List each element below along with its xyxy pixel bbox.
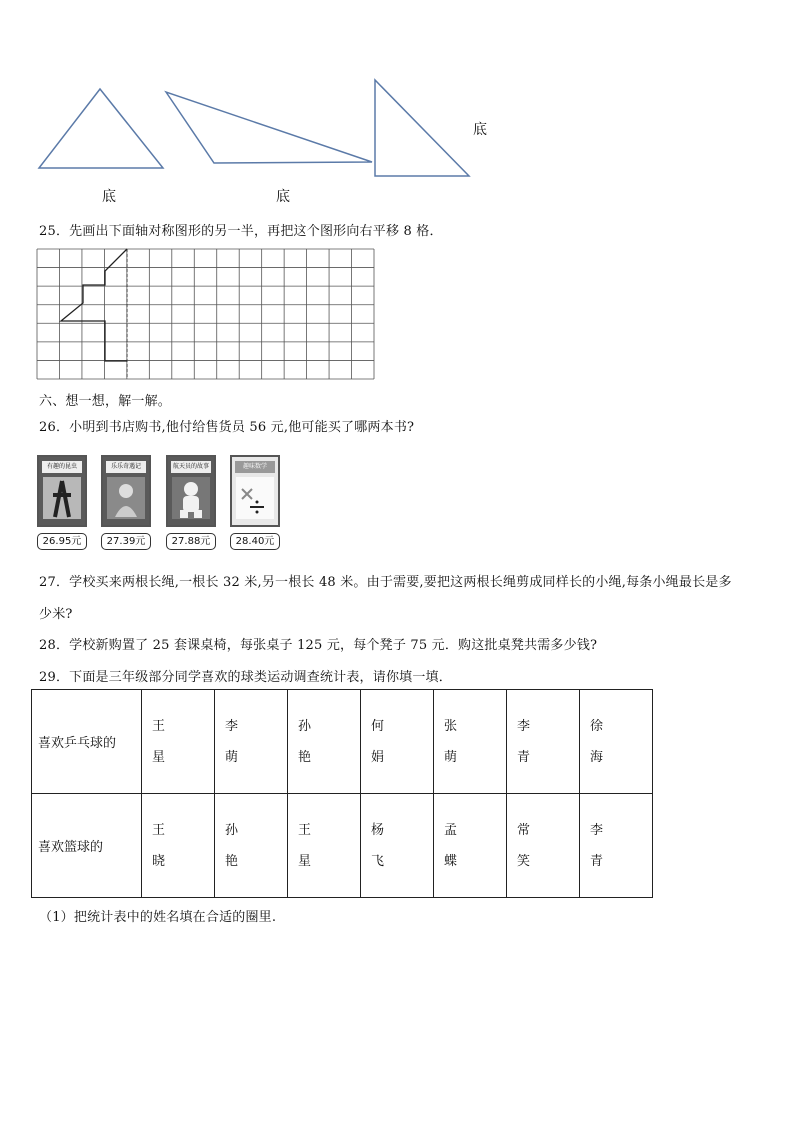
question-27-line-1: 27．学校买来两根长绳,一根长 32 米,另一根长 48 米。由于需要,要把这两根长绳剪成同样长的小绳,每条小绳最长是多 <box>39 575 732 590</box>
book-cover-art-2 <box>107 477 145 519</box>
base-label-1: 底 <box>102 189 116 205</box>
question-29: 29．下面是三年级部分同学喜欢的球类运动调查统计表，请你填一填． <box>39 670 452 685</box>
triangle-1 <box>39 89 163 168</box>
name-char: 王 <box>152 718 166 734</box>
name-char: 飞 <box>371 853 385 869</box>
book-title-4: 趣味数学 <box>235 461 275 473</box>
book-1 <box>37 455 87 527</box>
row-header: 喜欢乒乓球的 <box>32 690 142 794</box>
name-char: 常 <box>517 822 531 838</box>
name-cell <box>580 690 653 794</box>
name-char: 张 <box>444 718 458 734</box>
name-char: 李 <box>225 718 239 734</box>
name-char: 李 <box>517 718 531 734</box>
symmetry-grid <box>37 249 377 381</box>
question-29-sub-1: （1）把统计表中的姓名填在合适的圈里. <box>39 910 277 925</box>
name-char: 星 <box>152 749 166 765</box>
book-price-3: 27.88元 <box>166 533 216 550</box>
book-cover-art-4 <box>236 477 274 519</box>
name-char: 笑 <box>517 853 531 869</box>
name-cell <box>580 794 653 898</box>
name-char: 王 <box>298 822 312 838</box>
name-char: 徐 <box>590 718 604 734</box>
base-label-2: 底 <box>276 189 290 205</box>
name-char: 孙 <box>298 718 312 734</box>
name-char: 何 <box>371 718 385 734</box>
section-heading: 六、想一想，解一解。 <box>39 394 172 409</box>
name-char: 星 <box>298 853 312 869</box>
book-title-2: 乐乐奇遇记 <box>106 461 146 473</box>
name-char: 青 <box>590 853 604 869</box>
question-26: 26．小明到书店购书,他付给售货员 56 元,他可能买了哪两本书? <box>39 420 415 435</box>
name-char: 孙 <box>225 822 239 838</box>
name-char: 艳 <box>298 749 312 765</box>
name-cell <box>507 690 580 794</box>
name-cell <box>215 690 288 794</box>
book-3 <box>166 455 216 527</box>
name-char: 萌 <box>444 749 458 765</box>
book-title-3: 航天员的故事 <box>171 461 211 473</box>
name-char: 蝶 <box>444 853 458 869</box>
table-row <box>32 690 653 794</box>
book-4 <box>230 455 280 527</box>
name-char: 晓 <box>152 853 166 869</box>
book-2 <box>101 455 151 527</box>
name-char: 青 <box>517 749 531 765</box>
name-cell <box>361 690 434 794</box>
name-cell <box>434 690 507 794</box>
name-cell <box>288 794 361 898</box>
triangle-3 <box>375 80 469 176</box>
name-char: 海 <box>590 749 604 765</box>
book-price-1: 26.95元 <box>37 533 87 550</box>
triangle-2 <box>166 92 372 163</box>
triangles-figure <box>0 0 794 200</box>
book-cover-art-1 <box>43 477 81 519</box>
question-28: 28．学校新购置了 25 套课桌椅，每张桌子 125 元，每个凳子 75 元．购这批桌凳共需多少钱? <box>39 638 598 653</box>
name-char: 杨 <box>371 822 385 838</box>
name-cell <box>434 794 507 898</box>
survey-table <box>31 689 653 898</box>
name-cell <box>215 794 288 898</box>
row-header: 喜欢篮球的 <box>32 794 142 898</box>
question-27-line-2: 少米? <box>39 607 73 622</box>
name-char: 娟 <box>371 749 385 765</box>
base-label-3: 底 <box>473 122 487 138</box>
name-cell <box>507 794 580 898</box>
book-cover-art-3 <box>172 477 210 519</box>
name-cell <box>288 690 361 794</box>
book-price-2: 27.39元 <box>101 533 151 550</box>
name-cell <box>142 794 215 898</box>
name-char: 孟 <box>444 822 458 838</box>
name-cell <box>361 794 434 898</box>
name-char: 李 <box>590 822 604 838</box>
book-title-1: 有趣的昆虫 <box>42 461 82 473</box>
book-price-4: 28.40元 <box>230 533 280 550</box>
question-25: 25．先画出下面轴对称图形的另一半，再把这个图形向右平移 8 格． <box>39 224 443 239</box>
name-cell <box>142 690 215 794</box>
name-char: 艳 <box>225 853 239 869</box>
name-char: 萌 <box>225 749 239 765</box>
name-char: 王 <box>152 822 166 838</box>
table-row <box>32 794 653 898</box>
